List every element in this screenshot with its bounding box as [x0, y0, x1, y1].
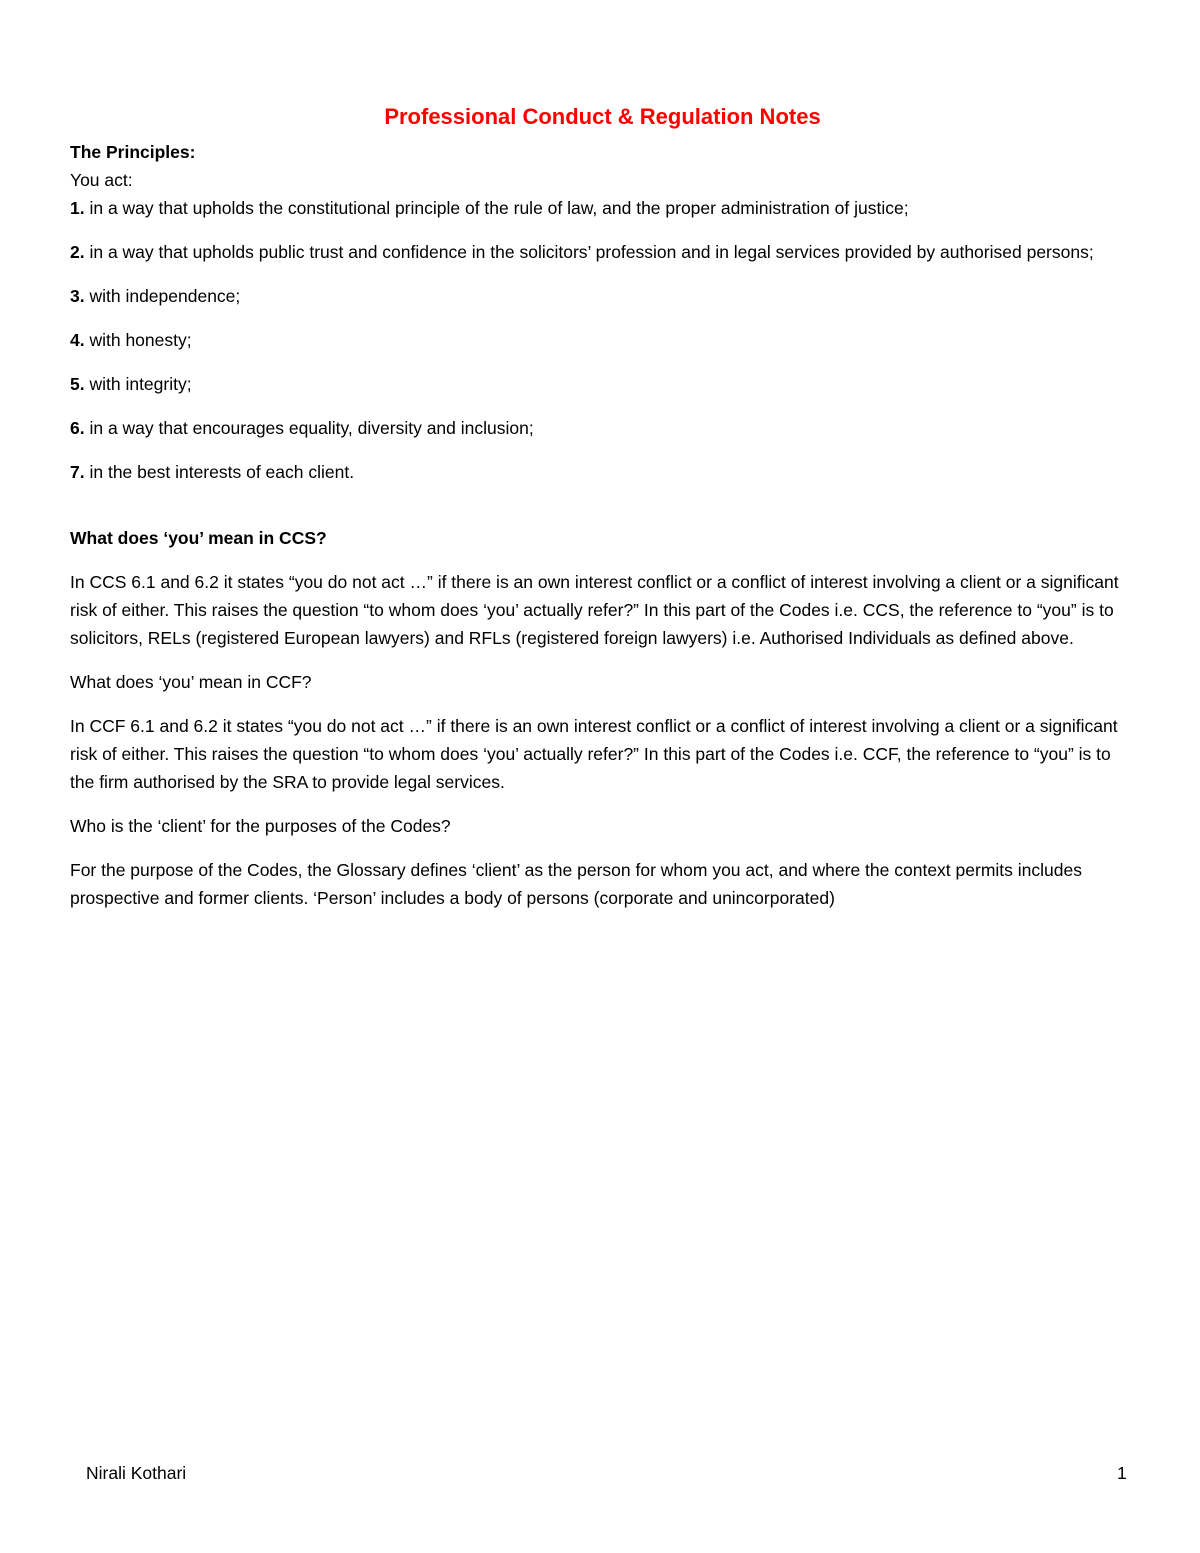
principle-item [70, 370, 1135, 398]
principle-number: 3. [70, 286, 85, 306]
principle-text: with independence; [84, 286, 241, 306]
section-spacer [70, 502, 1135, 524]
document-body [70, 100, 1135, 928]
principle-number: 2. [70, 242, 85, 262]
ccs-heading: What does ‘you’ mean in CCS? [70, 528, 327, 548]
principles-heading: The Principles: [70, 142, 196, 162]
footer-author: Nirali Kothari [86, 1463, 187, 1483]
principle-number: 1. [70, 198, 85, 218]
principle-item [70, 282, 1135, 310]
client-paragraph: For the purpose of the Codes, the Glossary defines ‘client’ as the person for whom you act, and where the context permits includes prospective and former clients. ‘Person’ includes a body of persons (corporate and unincorporated) [70, 860, 1082, 908]
principle-number: 4. [70, 330, 85, 350]
principle-item [70, 326, 1135, 354]
principle-text: with integrity; [84, 374, 192, 394]
principle-item [70, 414, 1135, 442]
principle-text: in the best interests of each client. [84, 462, 355, 482]
document-title: Professional Conduct & Regulation Notes [384, 104, 821, 129]
principle-text: in a way that encourages equality, diversity and inclusion; [84, 418, 534, 438]
principles-intro: You act: [70, 170, 133, 190]
ccf-paragraph: In CCF 6.1 and 6.2 it states “you do not act …” if there is an own interest conflict or a conflict of interest involving a client or a significant risk of either. This raises the question “to whom does ‘you’ actually refer?” In this part of the Codes i.e. CCF, the reference to “you” is to the firm authorised by the SRA to provide legal services. [70, 716, 1118, 792]
page-number: 1 [1117, 1463, 1127, 1483]
principle-number: 7. [70, 462, 85, 482]
principles-list [70, 194, 1135, 486]
principle-text: in a way that upholds public trust and confidence in the solicitors’ profession and in legal services provided by authorised persons; [84, 242, 1094, 262]
principle-item [70, 238, 1135, 266]
ccs-paragraph: In CCS 6.1 and 6.2 it states “you do not act …” if there is an own interest conflict or a conflict of interest involving a client or a significant risk of either. This raises the question “to whom does ‘you’ actually refer?” In this part of the Codes i.e. CCS, the reference to “you” is to solicitors, RELs (registered European lawyers) and RFLs (registered foreign lawyers) i.e. Authorised Individuals as defined above. [70, 572, 1119, 648]
principle-number: 5. [70, 374, 85, 394]
principle-text: in a way that upholds the constitutional principle of the rule of law, and the proper administration of justice; [84, 198, 909, 218]
principle-item [70, 458, 1135, 486]
principle-number: 6. [70, 418, 85, 438]
client-heading: Who is the ‘client’ for the purposes of the Codes? [70, 816, 451, 836]
principle-item [70, 194, 1135, 222]
principle-text: with honesty; [84, 330, 192, 350]
ccf-heading: What does ‘you’ mean in CCF? [70, 672, 312, 692]
